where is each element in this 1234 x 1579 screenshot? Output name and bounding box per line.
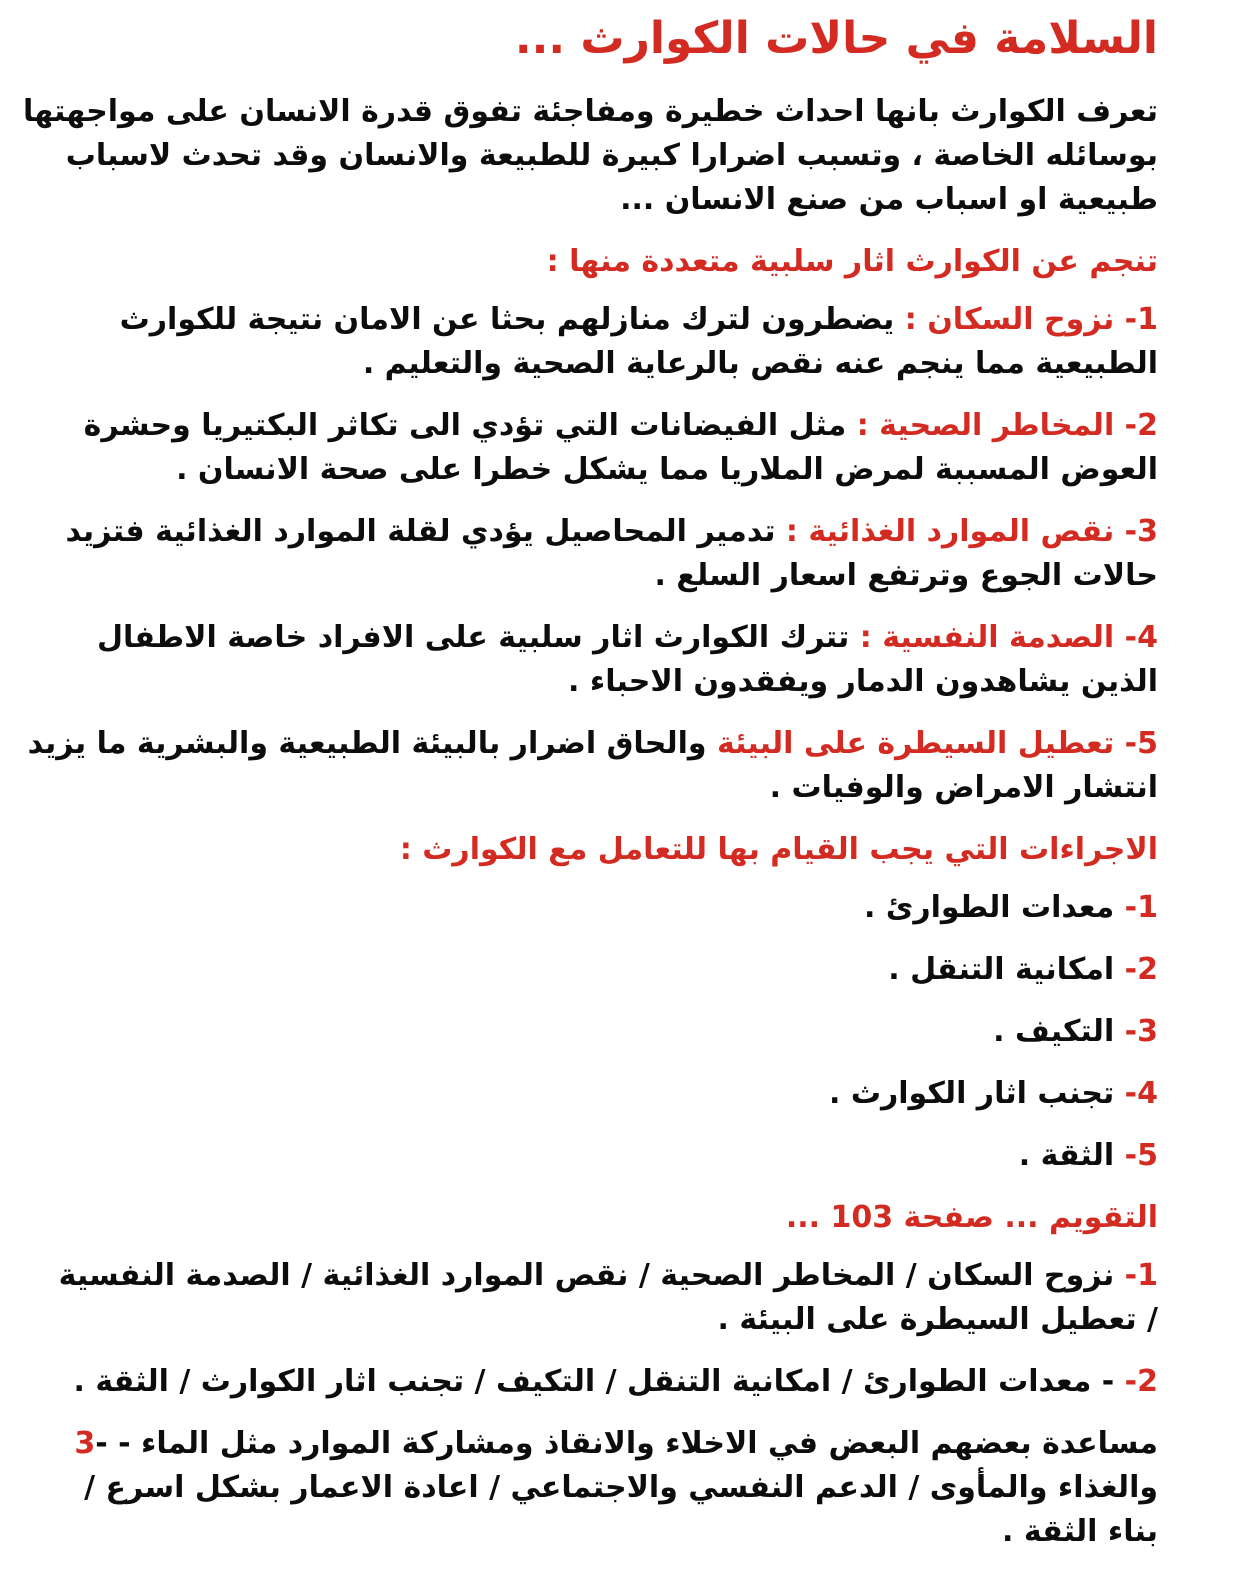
body-text-segment: تدمير المحاصيل يؤدي لقلة الموارد الغذائية فتزيد — [65, 514, 776, 549]
body-text-segment: امكانية التنقل . — [888, 952, 1125, 987]
body-text-segment: طبيعية او اسباب من صنع الانسان ... — [620, 182, 1158, 217]
text-line — [56, 1510, 1158, 1554]
accent-text-segment: 3 — [74, 1426, 96, 1461]
body-text-segment: حالات الجوع وترتفع اسعار السلع . — [654, 558, 1158, 593]
effect-item-4 — [56, 616, 1158, 704]
text-line — [56, 10, 1158, 68]
text-line — [27, 722, 1158, 766]
accent-text-segment: 1- — [1114, 1258, 1158, 1293]
accent-text-segment: 1- نزوح السكان : — [894, 302, 1158, 337]
text-line — [56, 448, 1158, 492]
evaluation-heading — [56, 1196, 1158, 1240]
accent-text-segment: 2- — [1124, 1364, 1158, 1399]
accent-text-segment: 5- تعطيل السيطرة على البيئة — [706, 726, 1158, 761]
body-text-segment: تجنب اثار الكوارث . — [829, 1076, 1125, 1111]
procedure-item-4 — [56, 1072, 1158, 1116]
text-line — [56, 554, 1158, 598]
accent-text-segment: 2- — [1124, 952, 1158, 987]
effect-item-2 — [56, 404, 1158, 492]
procedure-item-3 — [56, 1010, 1158, 1054]
text-line — [56, 766, 1158, 810]
text-line — [56, 342, 1158, 386]
text-line — [56, 1360, 1158, 1404]
text-line — [56, 1254, 1158, 1298]
intro-paragraph — [22, 90, 1158, 222]
accent-text-segment: التقويم ... صفحة 103 ... — [785, 1200, 1158, 1235]
accent-text-segment: 1- — [1124, 890, 1158, 925]
body-text-segment: انتشار الامراض والوفيات . — [769, 770, 1158, 805]
text-line — [56, 948, 1158, 992]
text-line — [56, 1196, 1158, 1240]
text-line — [56, 1134, 1158, 1178]
accent-text-segment: الاجراءات التي يجب القيام بها للتعامل مع الكوارث : — [399, 832, 1158, 867]
text-line — [22, 90, 1158, 134]
procedure-item-1 — [56, 886, 1158, 930]
accent-text-segment: 2- المخاطر الصحية : — [846, 408, 1158, 443]
accent-text-segment: السلامة في حالات الكوارث ... — [514, 13, 1158, 64]
text-line — [56, 1298, 1158, 1342]
evaluation-answer-3 — [56, 1422, 1158, 1554]
body-text-segment: معدات الطوارئ . — [864, 890, 1125, 925]
accent-text-segment: 5- — [1124, 1138, 1158, 1173]
procedure-item-2 — [56, 948, 1158, 992]
body-text-segment: الثقة . — [1018, 1138, 1125, 1173]
body-text-segment: العوض المسببة لمرض الملاريا مما يشكل خطرا على صحة الانسان . — [176, 452, 1158, 487]
text-line — [56, 1466, 1158, 1510]
body-text-segment: التكيف . — [993, 1014, 1125, 1049]
body-text-segment: يضطرون لترك منازلهم بحثا عن الامان نتيجة للكوارث — [119, 302, 895, 337]
body-text-segment: مساعدة بعضهم البعض في الاخلاء والانقاذ ومشاركة الموارد مثل الماء - - — [95, 1426, 1158, 1461]
text-line — [56, 298, 1158, 342]
text-line — [56, 178, 1158, 222]
effect-item-3 — [56, 510, 1158, 598]
accent-text-segment: 4- الصدمة النفسية : — [849, 620, 1158, 655]
accent-text-segment: 4- — [1124, 1076, 1158, 1111]
accent-text-segment: تنجم عن الكوارث اثار سلبية متعددة منها : — [546, 244, 1158, 279]
evaluation-answer-1 — [56, 1254, 1158, 1342]
text-line — [56, 240, 1158, 284]
body-text-segment: والحاق اضرار بالبيئة الطبيعية والبشرية ما يزيد — [27, 726, 707, 761]
body-text-segment: تعرف الكوارث بانها احداث خطيرة ومفاجئة تفوق قدرة الانسان على مواجهتها — [22, 94, 1158, 129]
text-line — [56, 886, 1158, 930]
document-title — [56, 10, 1158, 68]
body-text-segment: - معدات الطوارئ / امكانية التنقل / التكيف / تجنب اثار الكوارث / الثقة . — [73, 1364, 1125, 1399]
text-line — [56, 1072, 1158, 1116]
body-text-segment: بوسائله الخاصة ، وتسبب اضرارا كبيرة للطبيعة والانسان وقد تحدث لاسباب — [65, 138, 1158, 173]
text-line — [56, 510, 1158, 554]
text-line — [56, 134, 1158, 178]
text-line — [56, 1010, 1158, 1054]
body-text-segment: والغذاء والمأوى / الدعم النفسي والاجتماعي / اعادة الاعمار بشكل اسرع / — [84, 1470, 1158, 1505]
effect-item-1 — [56, 298, 1158, 386]
body-text-segment: الطبيعية مما ينجم عنه نقص بالرعاية الصحية والتعليم . — [362, 346, 1158, 381]
body-text-segment: مثل الفيضانات التي تؤدي الى تكاثر البكتيريا وحشرة — [83, 408, 847, 443]
text-line — [56, 1422, 1158, 1466]
text-line — [56, 660, 1158, 704]
body-text-segment: نزوح السكان / المخاطر الصحية / نقص الموارد الغذائية / الصدمة النفسية — [58, 1258, 1115, 1293]
body-text-segment: / تعطيل السيطرة على البيئة . — [717, 1302, 1158, 1337]
procedure-item-5 — [56, 1134, 1158, 1178]
text-line — [56, 404, 1158, 448]
accent-text-segment: 3- — [1124, 1014, 1158, 1049]
body-text-segment: بناء الثقة . — [1002, 1514, 1158, 1549]
accent-text-segment: 3- نقص الموارد الغذائية : — [775, 514, 1158, 549]
text-line — [56, 616, 1158, 660]
evaluation-answer-2 — [56, 1360, 1158, 1404]
procedures-heading — [56, 828, 1158, 872]
effect-item-5 — [27, 722, 1158, 810]
text-line — [56, 828, 1158, 872]
body-text-segment: تترك الكوارث اثار سلبية على الافراد خاصة الاطفال — [96, 620, 850, 655]
body-text-segment: الذين يشاهدون الدمار ويفقدون الاحباء . — [568, 664, 1158, 699]
effects-heading — [56, 240, 1158, 284]
